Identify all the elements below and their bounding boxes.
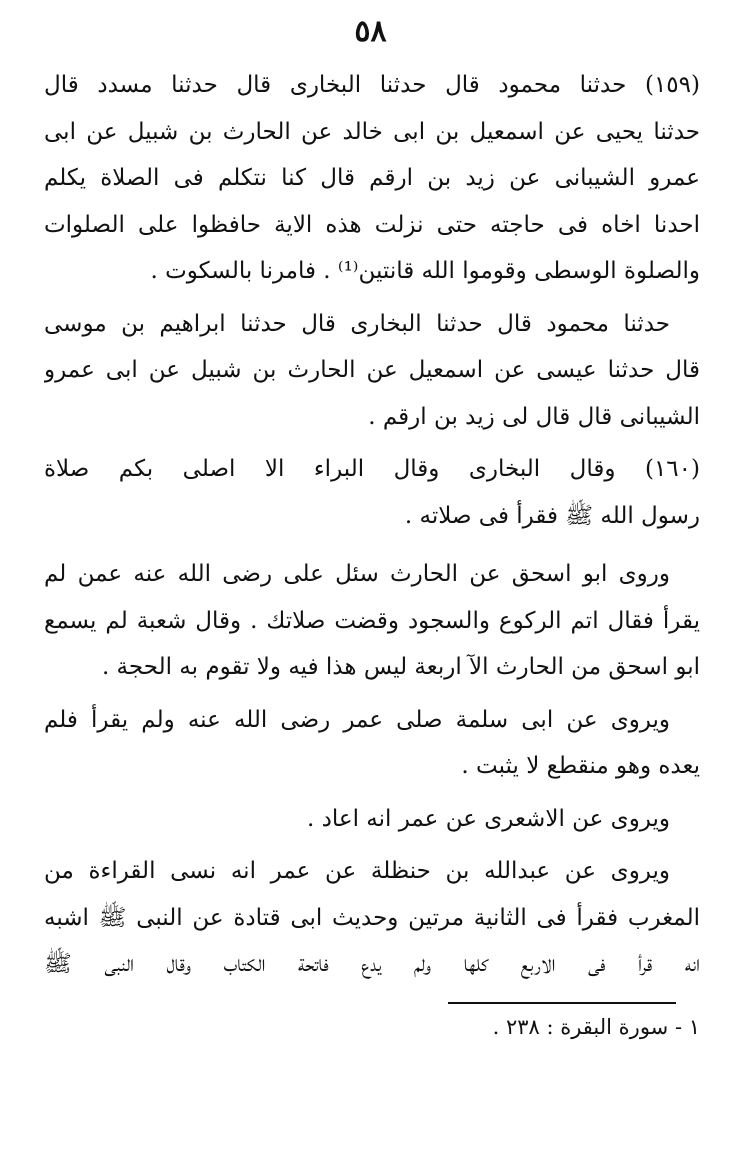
text-line: يعده وهو منقطع لا يثبت . (461, 753, 700, 779)
text-line: المغرب فقرأ فى الثانية مرتين وحديث ابى قتادة عن النبى ﷺ اشبه (44, 904, 700, 931)
text-line: حدثنا محمود قال حدثنا البخارى قال حدثنا ابراهيم بن موسى (44, 310, 670, 337)
paragraph-hadith-159 (44, 62, 700, 295)
body-text (44, 62, 700, 988)
paragraph-abu-salama (44, 697, 700, 790)
text-line: ويروى عن عبدالله بن حنظلة عن عمر انه نسى القراءة من (44, 858, 670, 884)
text-line: ابو اسحق من الحارث الآ اربعة ليس هذا فيه ولا تقوم به الحجة . (101, 654, 700, 680)
paragraph-abu-ishaq (44, 551, 700, 691)
text-line: (١٥٩) حدثنا محمود قال حدثنا البخارى قال حدثنا مسدد قال (44, 72, 700, 98)
paragraph-ashari (44, 796, 700, 843)
text-line: انه قرأ فى الاربع كلها ولم يدع فاتحة الكتاب وقال النبى ﷺ (44, 951, 700, 977)
text-line: رسول الله ﷺ فقرأ فى صلاته . (404, 502, 700, 529)
text-line: احدنا اخاه فى حاجته حتى نزلت هذه الاية حافظوا على الصلوات (44, 211, 700, 238)
page-number: ٥٨ (354, 14, 387, 49)
text-line: والصلوة الوسطى وقوموا الله قانتين⁽¹⁾ . فامرنا بالسكوت . (150, 258, 700, 284)
footnote-divider (448, 1002, 676, 1004)
text-line: حدثنا يحيى عن اسمعيل بن ابى خالد عن الحارث بن شبيل عن ابى (44, 118, 700, 145)
paragraph-abdullah-hanzala (44, 848, 700, 988)
text-line: ويروى عن ابى سلمة صلى عمر رضى الله عنه ولم يقرأ فلم (44, 706, 670, 733)
text-line: قال حدثنا عيسى عن اسمعيل عن الحارث بن شبيل عن ابى عمرو (44, 357, 700, 383)
text-line: يقرأ فقال اتم الركوع والسجود وقضت صلاتك . وقال شعبة لم يسمع (44, 607, 700, 634)
footnote: ١ - سورة البقرة : ٢٣٨ . (492, 1015, 700, 1039)
text-line: وروى ابو اسحق عن الحارث سئل على رضى الله عنه عمن لم (44, 561, 670, 587)
text-line: ويروى عن الاشعرى عن عمر انه اعاد . (306, 805, 670, 832)
text-line: (١٦٠) وقال البخارى وقال البراء الا اصلى بكم صلاة (44, 456, 700, 482)
text-line: عمرو الشيبانى عن زيد بن ارقم قال كنا نتكلم فى الصلاة يكلم (44, 165, 700, 191)
paragraph-hadith-160 (44, 446, 700, 539)
text-line: الشيبانى قال قال لى زيد بن ارقم . (368, 403, 700, 430)
paragraph-isnad (44, 301, 700, 441)
